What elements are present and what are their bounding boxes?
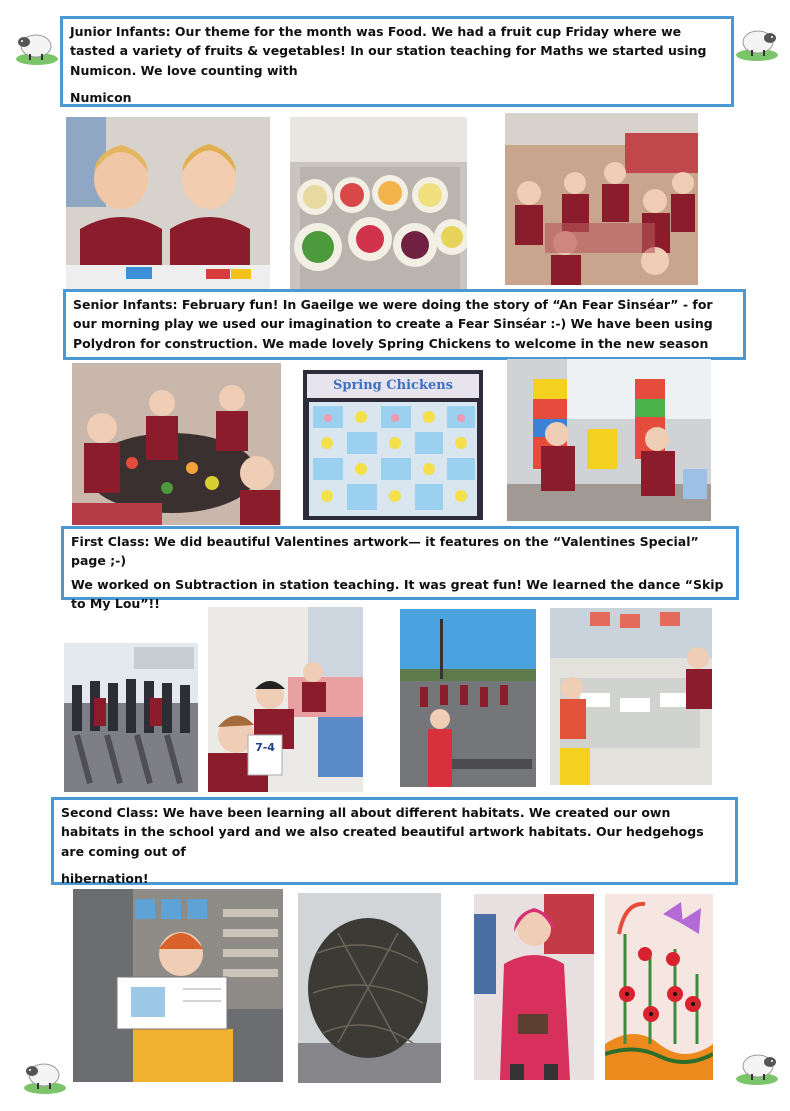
photo-two-boys-numicon bbox=[66, 117, 270, 293]
junior-infants-textbox bbox=[60, 16, 734, 107]
second-class-textbox bbox=[51, 797, 738, 885]
sheep-icon-top-left bbox=[14, 26, 60, 66]
photo-hedgehog-habitat bbox=[298, 893, 441, 1083]
sheep-icon-bottom-right bbox=[734, 1046, 780, 1086]
second-class-text: Second Class: We have been learning all about different habitats. We created our own habitats in the school yard and we also created beautiful artwork habitats. Our hedgehogs are coming out of bbox=[61, 805, 704, 859]
senior-infants-text: Senior Infants: February fun! In Gaeilge we were doing the story of “An Fear Sinséar” - for our morning play we used our imagination to create a Fear Sinséar :-) We have been using Polydron for construction. We made lovely Spring Chickens to welcome in the new season bbox=[73, 297, 713, 351]
junior-infants-text-end: Numicon bbox=[70, 90, 132, 106]
photo-class-sitting-floor bbox=[505, 113, 698, 285]
spring-chickens-banner: Spring Chickens bbox=[332, 378, 454, 393]
photo-skip-to-my-lou-dance bbox=[64, 643, 198, 792]
sheep-icon-top-right bbox=[734, 22, 780, 62]
photo-ladybird-artwork bbox=[605, 894, 713, 1080]
photo-classroom-station-teaching bbox=[550, 608, 712, 785]
second-class-text-end: hibernation! bbox=[61, 871, 149, 887]
photo-fear-sinsear-play bbox=[72, 363, 281, 525]
photo-boy-with-habitat-artwork bbox=[73, 889, 283, 1082]
sheep-icon-bottom-left bbox=[22, 1055, 68, 1095]
first-class-textbox bbox=[61, 526, 739, 612]
photo-spring-chickens-display bbox=[303, 370, 483, 520]
flashcard-label: 7-4 bbox=[255, 741, 275, 754]
junior-infants-text: Junior Infants: Our theme for the month was Food. We had a fruit cup Friday where we tasted a variety of fruits & vegetables! In our station teaching for Maths we started using Numicon. We love counting with bbox=[70, 24, 707, 78]
photo-fruit-bowls bbox=[290, 117, 467, 290]
first-class-text: First Class: We did beautiful Valentines artwork— it features on the “Valentines Special” page ;-) bbox=[71, 534, 699, 569]
photo-polydron-construction bbox=[507, 359, 711, 521]
senior-infants-textbox bbox=[63, 289, 746, 360]
photo-yard-circle bbox=[400, 609, 536, 787]
photo-girl-with-habitat-box bbox=[474, 894, 594, 1080]
photo-subtraction-flashcard bbox=[208, 607, 363, 792]
first-class-text-2: We worked on Subtraction in station teaching. It was great fun! We learned the dance “Skip to My Lou”!! bbox=[71, 576, 724, 612]
